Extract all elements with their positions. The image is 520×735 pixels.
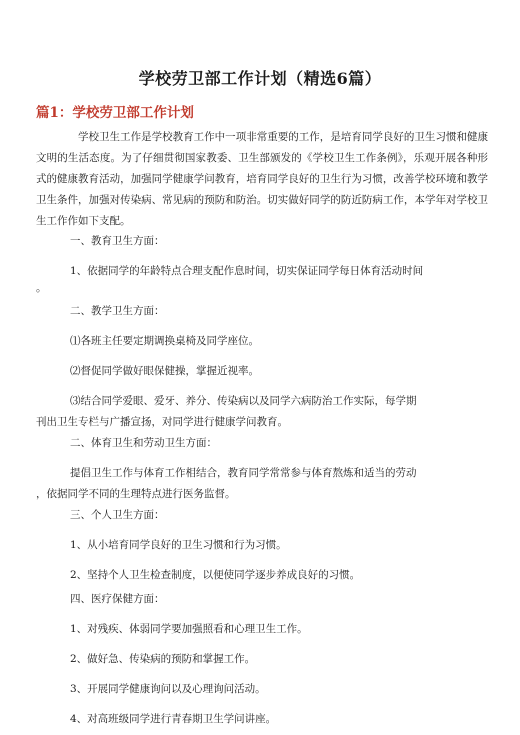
document-title: 学校劳卫部工作计划（精选6篇） bbox=[138, 69, 382, 88]
section-title: 学校劳卫部工作计划 bbox=[72, 105, 194, 121]
item-seat-rotation: ⑴各班主任要定期调换桌椅及同学座位。 bbox=[70, 335, 259, 347]
heading-teaching-hygiene: 二、教学卫生方面： bbox=[70, 305, 165, 317]
item-puberty-lecture: 4、对高班级同学进行青春期卫生学问讲座。 bbox=[70, 713, 277, 725]
item-schedule: 1、依据同学的年龄特点合理支配作息时间，切实保证同学每日体育活动时间 bbox=[70, 265, 424, 277]
heading-personal-hygiene: 三、个人卫生方面： bbox=[70, 509, 165, 521]
heading-sports-labor-hygiene: 二、体育卫生和劳动卫生方面： bbox=[70, 437, 217, 449]
item-health-education: ⑶结合同学爱眼、爱牙、养分、传染病以及同学六病防治工作实际，每学期 bbox=[70, 395, 417, 407]
item-sports-combination: 提倡卫生工作与体育工作相结合，教育同学常常参与体育熬炼和适当的劳动 bbox=[70, 467, 417, 479]
item-schedule-continuation: 。 bbox=[36, 282, 47, 294]
item-health-education-continuation: 刊出卫生专栏与广播宣扬，对同学进行健康学问教育。 bbox=[36, 416, 288, 428]
item-special-care: 1、对残疾、体弱同学要加强照看和心理卫生工作。 bbox=[70, 623, 308, 635]
item-sports-combination-continuation: ，依据同学不同的生理特点进行医务监督。 bbox=[36, 488, 236, 500]
heading-medical-care: 四、医疗保健方面： bbox=[70, 593, 165, 605]
intro-paragraph: 学校卫生工作是学校教育工作中一项非常重要的工作，是培育同学良好的卫生习惯和健康文明的生活态度。为了仔细贯彻国家教委、卫生部颁发的《学校卫生工作条例》，乐观开展各种形式的健康教育活动，加强同学健康学问教育，培育同学良好的卫生行为习惯，改善学校环境和教学卫生条件，加强对传染病、常见病的预防和防治。切实做好同学的防近防病工作，本学年对学校卫生工作作如下支配。 bbox=[36, 131, 488, 227]
section-number: 篇1： bbox=[36, 105, 73, 121]
item-good-habits: 1、从小培育同学良好的卫生习惯和行为习惯。 bbox=[70, 539, 287, 551]
section-heading bbox=[36, 101, 194, 121]
item-hygiene-checks: 2、坚持个人卫生检查制度，以便使同学逐步养成良好的习惯。 bbox=[70, 569, 361, 581]
item-eye-exercises: ⑵督促同学做好眼保健操，掌握近视率。 bbox=[70, 365, 259, 377]
item-disease-prevention: 2、做好急、传染病的预防和掌握工作。 bbox=[70, 653, 256, 665]
heading-education-hygiene: 一、教育卫生方面： bbox=[70, 235, 165, 247]
item-counseling: 3、开展同学健康询问以及心理询问活动。 bbox=[70, 683, 266, 695]
